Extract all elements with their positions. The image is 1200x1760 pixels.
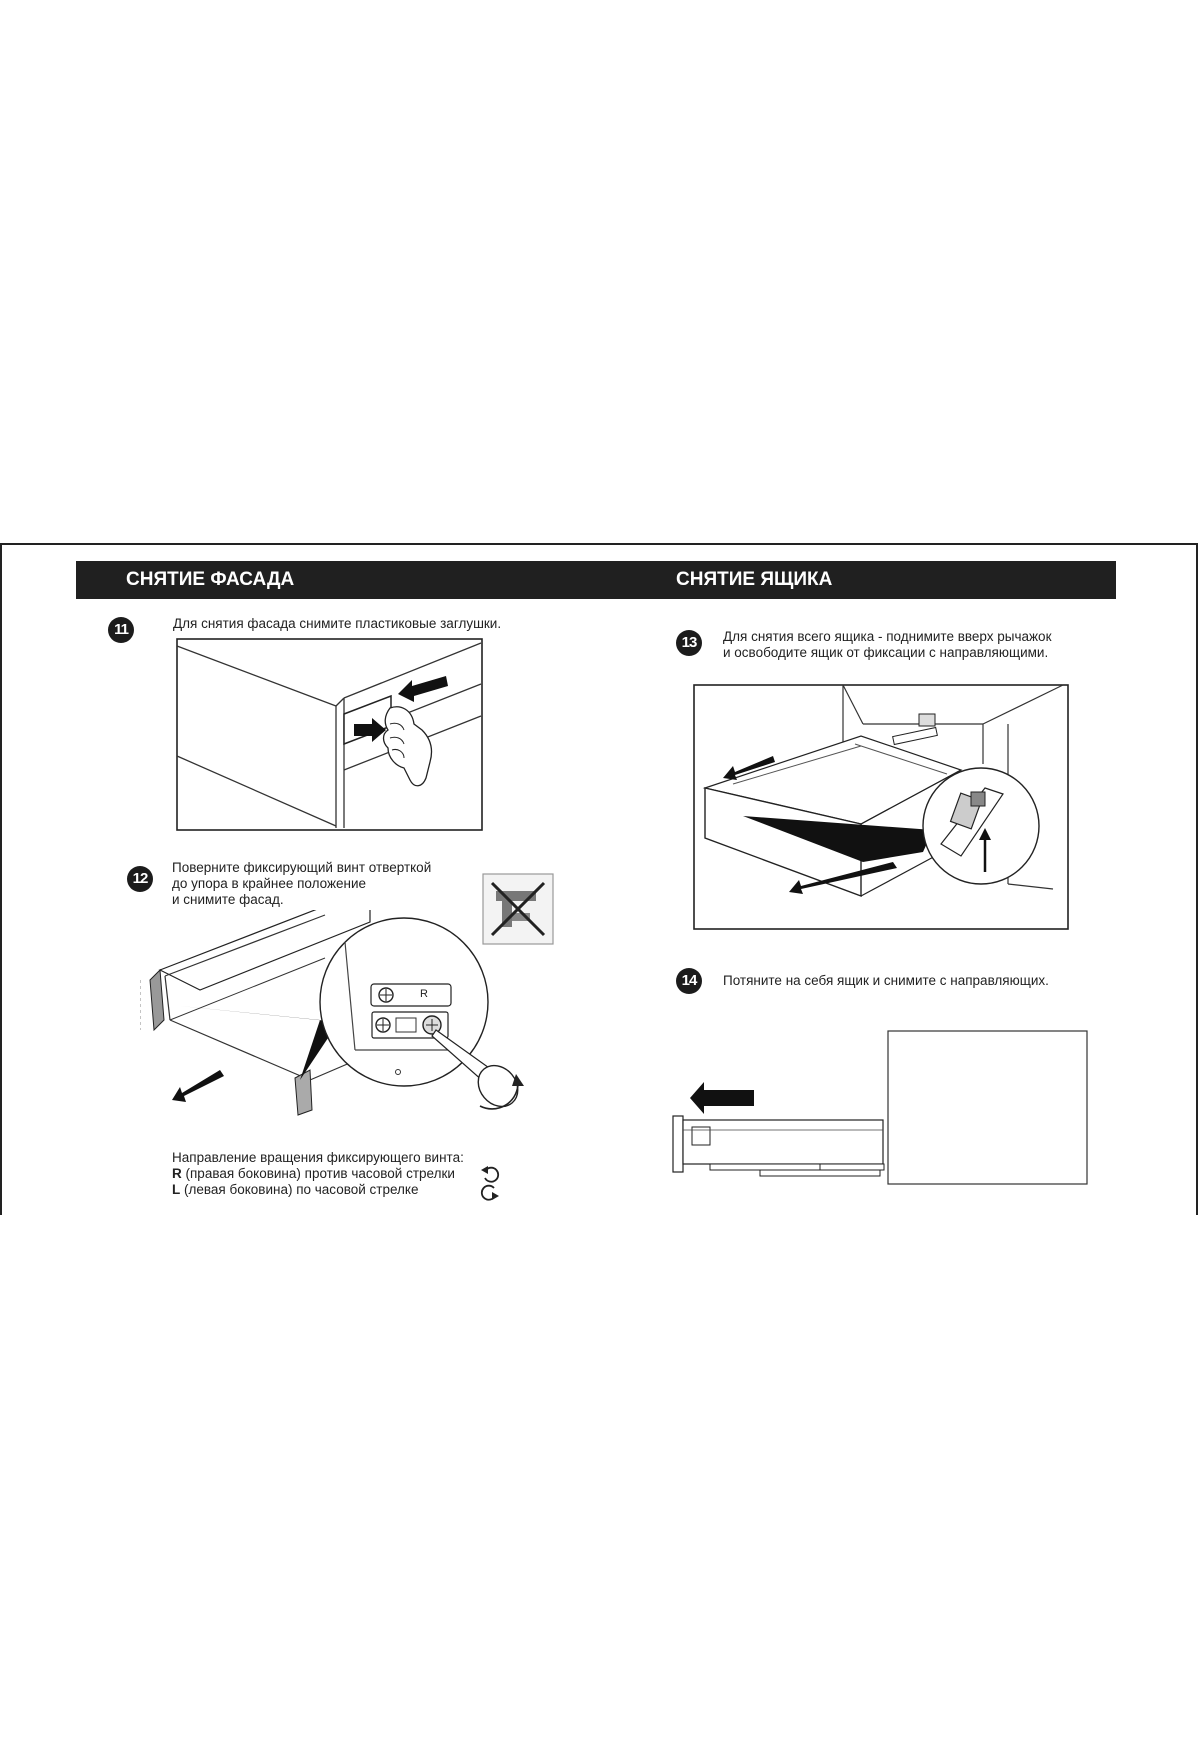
- rotation-note-left-letter: L: [172, 1182, 181, 1197]
- section-title-facade-removal: СНЯТИЕ ФАСАДА: [126, 569, 295, 590]
- step-number-12: 12: [127, 866, 153, 892]
- section-title-drawer-removal: СНЯТИЕ ЯЩИКА: [676, 569, 833, 590]
- rotation-note-left-text: (левая боковина) по часовой стрелке: [180, 1182, 419, 1197]
- rotation-note-left: [172, 1182, 418, 1198]
- rotation-note-right-text: (правая боковина) против часовой стрелки: [181, 1166, 455, 1181]
- step-13-text: Для снятия всего ящика - поднимите вверх рычажок и освободите ящик от фиксации с направляющими.: [723, 629, 1052, 660]
- step-11-text: Для снятия фасада снимите пластиковые заглушки.: [173, 616, 502, 631]
- step-number-14: 14: [676, 968, 702, 994]
- rotation-note-right: [172, 1166, 455, 1182]
- step-14-text: Потяните на себя ящик и снимите с направляющих.: [723, 973, 1049, 988]
- facade-plug-illustration: [176, 638, 484, 832]
- detail-side-label: R: [420, 988, 428, 1000]
- counterclockwise-arrow-icon: [480, 1165, 500, 1183]
- step-number-11: 11: [108, 617, 134, 643]
- rotation-note-heading: Направление вращения фиксирующего винта:: [172, 1150, 464, 1165]
- step-12-text: Поверните фиксирующий винт отверткой до упора в крайнее положение и снимите фасад.: [172, 860, 432, 907]
- section-header-bar: [76, 561, 1116, 599]
- clockwise-arrow-icon: [480, 1183, 500, 1201]
- drawer-lever-illustration: [693, 684, 1069, 930]
- step-number-13: 13: [676, 630, 702, 656]
- facade-screw-illustration: [140, 910, 530, 1130]
- drawer-pull-out-illustration: [670, 1030, 1090, 1186]
- rotation-note-right-letter: R: [172, 1166, 182, 1181]
